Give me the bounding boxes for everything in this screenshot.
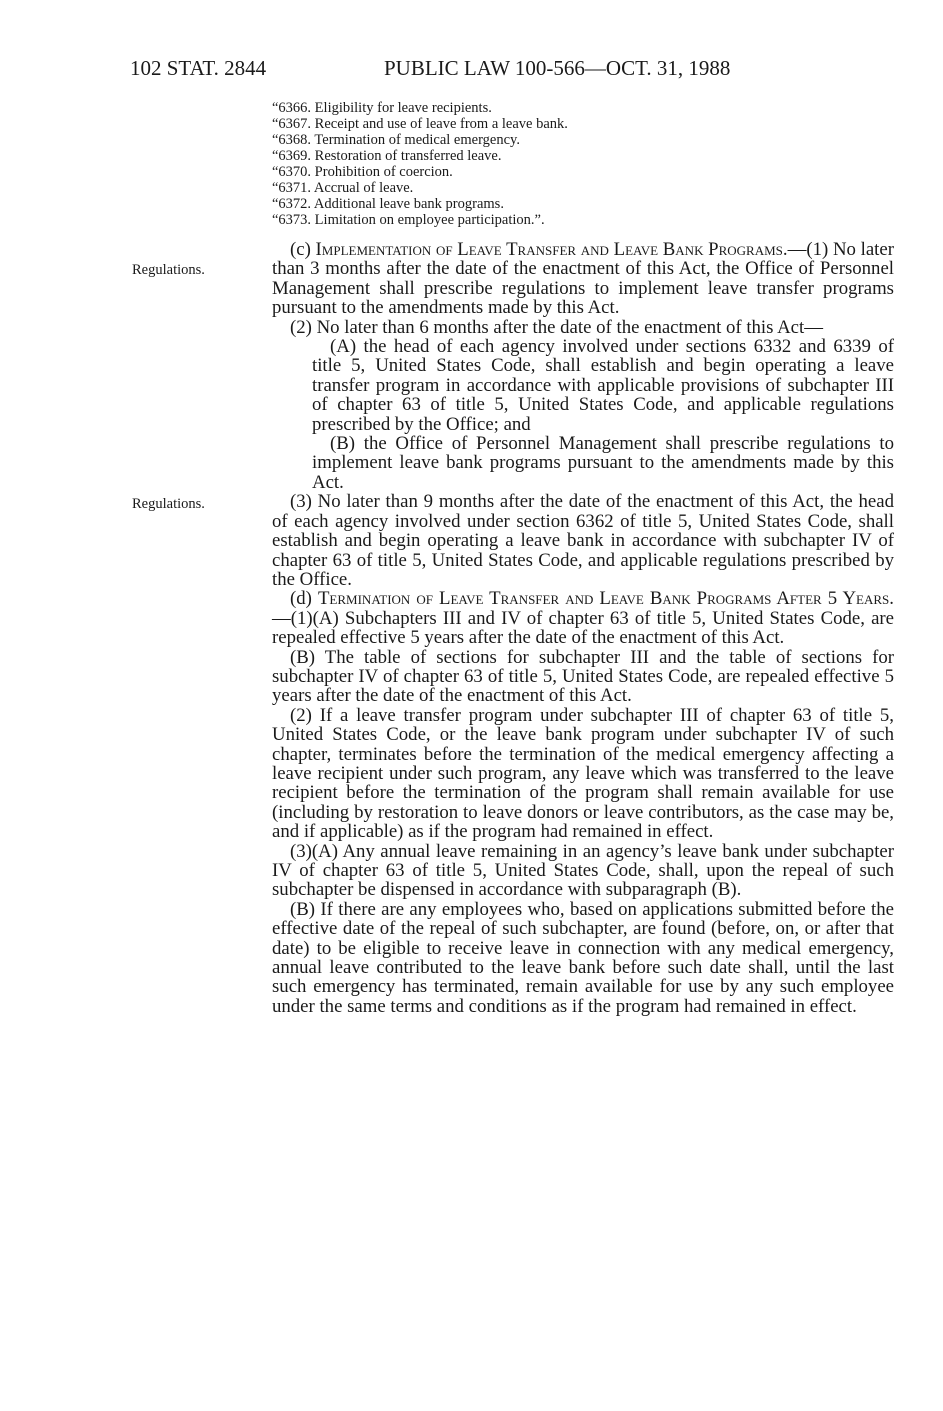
toc-item: “6367. Receipt and use of leave from a leave bank. xyxy=(272,116,568,132)
public-law-title: PUBLIC LAW 100-566—OCT. 31, 1988 xyxy=(384,56,731,80)
margin-note-regulations: Regulations. xyxy=(132,262,205,278)
toc-item: “6366. Eligibility for leave recipients. xyxy=(272,100,492,116)
toc-item: “6369. Restoration of transferred leave. xyxy=(272,148,502,164)
page-header xyxy=(130,56,930,86)
section-heading-c: Implementation of Leave Transfer and Leave Bank Programs xyxy=(315,239,783,260)
paragraph-c2a: (A) the head of each agency involved under sections 6332 and 6339 of title 5, United States Code, shall establish and begin operating a leave transfer program in accordance with applicable provisions of subchapter III of chapter 63 of title 5, United States Code, and applicable regulations prescribed by the Office; and xyxy=(312,336,894,435)
paragraph-d3b: (B) If there are any employees who, based on applications submitted before the effective date of the repeal of such subchapter, are found (before, on, or after that date) to be eligible to receive leave in connection with any medical emergency, annual leave contributed to the leave bank before such date shall, until the last such emergency has terminated, remain available for use by any such employee under the same terms and conditions as if the program had remained in effect. xyxy=(272,898,894,1017)
paragraph-d1a: (d) Termination of Leave Transfer and Leave Bank Programs After 5 Years.—(1)(A) Subchapters III and IV of chapter 63 of title 5, United States Code, are repealed effective 5 years after the date of the enactment of this Act. xyxy=(272,588,894,649)
table-of-sections xyxy=(272,100,872,228)
section-heading-d: Termination of Leave Transfer and Leave Bank Programs After 5 Years xyxy=(317,588,890,610)
toc-item: “6368. Termination of medical emergency. xyxy=(272,132,520,148)
paragraph-c3: (3) No later than 9 months after the date of the enactment of this Act, the head of each agency involved under section 6362 of title 5, United States Code, shall establish and begin operating a leave bank in accordance with subchapter IV of chapter 63 of title 5, United States Code, and applicable regulations prescribed by the Office. xyxy=(272,491,894,590)
stat-page-number: 102 STAT. 2844 xyxy=(130,56,267,80)
paragraph-c2b: (B) the Office of Personnel Management shall prescribe regulations to implement leave bank programs pursuant to the amendments made by this Act. xyxy=(312,433,894,493)
paragraph-d3a: (3)(A) Any annual leave remaining in an agency’s leave bank under subchapter IV of chapter 63 of title 5, United States Code, shall, upon the repeal of such subchapter be dispensed in accordance with subparagraph (B). xyxy=(272,840,894,901)
paragraph-c2: (2) No later than 6 months after the date of the enactment of this Act— xyxy=(290,316,824,338)
paragraph-c1: (c) Implementation of Leave Transfer and Leave Bank Programs.—(1) No later than 3 months after the date of the enactment of this Act, the Office of Personnel Management shall prescribe regulations to implement leave transfer programs pursuant to the amendments made by this Act. xyxy=(272,239,894,319)
toc-item: “6370. Prohibition of coercion. xyxy=(272,164,453,180)
toc-item: “6372. Additional leave bank programs. xyxy=(272,196,504,212)
paragraph-d1b: (B) The table of sections for subchapter III and the table of sections for subchapter IV of chapter 63 of title 5, United States Code, are repealed effective 5 years after the date of the enactment of this Act. xyxy=(272,646,894,707)
statute-body xyxy=(272,240,894,1016)
toc-item: “6371. Accrual of leave. xyxy=(272,180,414,196)
margin-note-regulations: Regulations. xyxy=(132,496,205,512)
paragraph-d2: (2) If a leave transfer program under subchapter III of chapter 63 of title 5, United States Code, or the leave bank program under subchapter IV of such chapter, terminates before the termination of the medical emergency affecting a leave recipient under such program, any leave which was transferred to the leave recipient before the termination of the program shall remain available for use (including by restoration to leave donors or leave contributors, as the case may be, and if applicable) as if the program had remained in effect. xyxy=(272,704,894,843)
toc-item: “6373. Limitation on employee participation.”. xyxy=(272,212,545,228)
